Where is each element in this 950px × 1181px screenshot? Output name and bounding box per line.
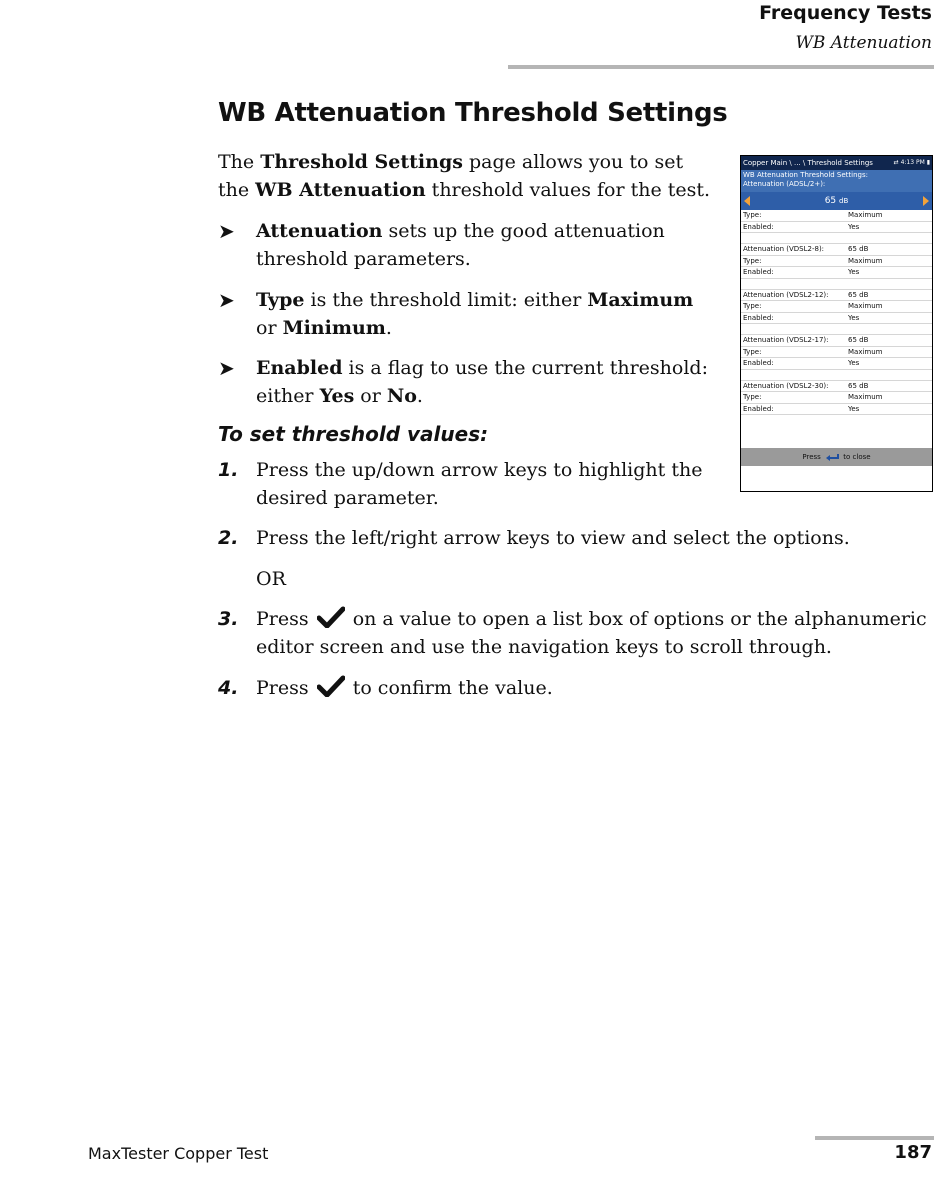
footer-rule [815,1136,934,1140]
arrow-bullet-icon: ➤ [218,219,235,243]
checkmark-icon [317,675,345,697]
procedure-title: To set threshold values: [218,422,489,446]
device-status: ⇄ 4:13 PM ▮ [893,159,930,166]
device-row[interactable]: Enabled: Yes [741,313,932,325]
left-arrow-icon[interactable] [744,196,750,206]
step-3: 3. Press on a value to open a list box of options or the alphanumeric editor screen and use the navigation keys to scroll through. [218,608,927,658]
page-number: 187 [894,1142,932,1163]
step-1: 1. Press the up/down arrow keys to highlight the desired parameter. [218,459,703,509]
device-close-bar[interactable]: Press to close [741,448,932,466]
enter-arrow-icon [825,453,839,461]
bullet-enabled: ➤ Enabled is a flag to use the current threshold: either Yes or No. [218,356,708,407]
checkmark-icon [317,606,345,628]
device-value-selector[interactable]: 65 dB [741,192,932,210]
device-row[interactable]: Type: Maximum [741,210,932,222]
device-screenshot [740,155,933,492]
arrow-bullet-icon: ➤ [218,288,235,312]
section-heading: WB Attenuation Threshold Settings [218,98,728,128]
device-row[interactable]: Enabled: Yes [741,358,932,370]
device-row[interactable]: Enabled: Yes [741,222,932,234]
intro-paragraph: The Threshold Settings page allows you to set the WB Attenuation threshold values for the test. [218,151,711,201]
device-row[interactable]: Type: Maximum [741,347,932,359]
step-2: 2. Press the left/right arrow keys to view and select the options. [218,527,850,549]
bullet-type: ➤ Type is the threshold limit: either Maximum or Minimum. [218,288,694,339]
device-selected-parameter[interactable]: WB Attenuation Threshold Settings: Attenuation (ADSL/2+): [741,170,932,192]
device-row[interactable]: Attenuation (VDSL2-8): 65 dB [741,244,932,256]
device-row[interactable]: Enabled: Yes [741,404,932,416]
device-titlebar: Copper Main \ ... \ Threshold Settings ⇄ 4:13 PM ▮ [741,156,932,170]
device-row[interactable]: Type: Maximum [741,256,932,268]
header-rule [508,65,934,69]
device-row[interactable]: Type: Maximum [741,301,932,313]
device-row[interactable]: Attenuation (VDSL2-12): 65 dB [741,290,932,302]
step-4: 4. Press to confirm the value. [218,677,553,699]
device-row[interactable]: Enabled: Yes [741,267,932,279]
device-row[interactable]: Attenuation (VDSL2-30): 65 dB [741,381,932,393]
bullet-attenuation: ➤ Attenuation sets up the good attenuation threshold parameters. [218,219,665,270]
device-row[interactable]: Type: Maximum [741,392,932,404]
arrow-bullet-icon: ➤ [218,356,235,380]
running-header-title: Frequency Tests [759,2,932,24]
device-row[interactable]: Attenuation (VDSL2-17): 65 dB [741,335,932,347]
step-or: OR [256,568,286,590]
running-header-subtitle: WB Attenuation [795,33,932,53]
right-arrow-icon[interactable] [923,196,929,206]
footer-product-name: MaxTester Copper Test [88,1144,269,1163]
